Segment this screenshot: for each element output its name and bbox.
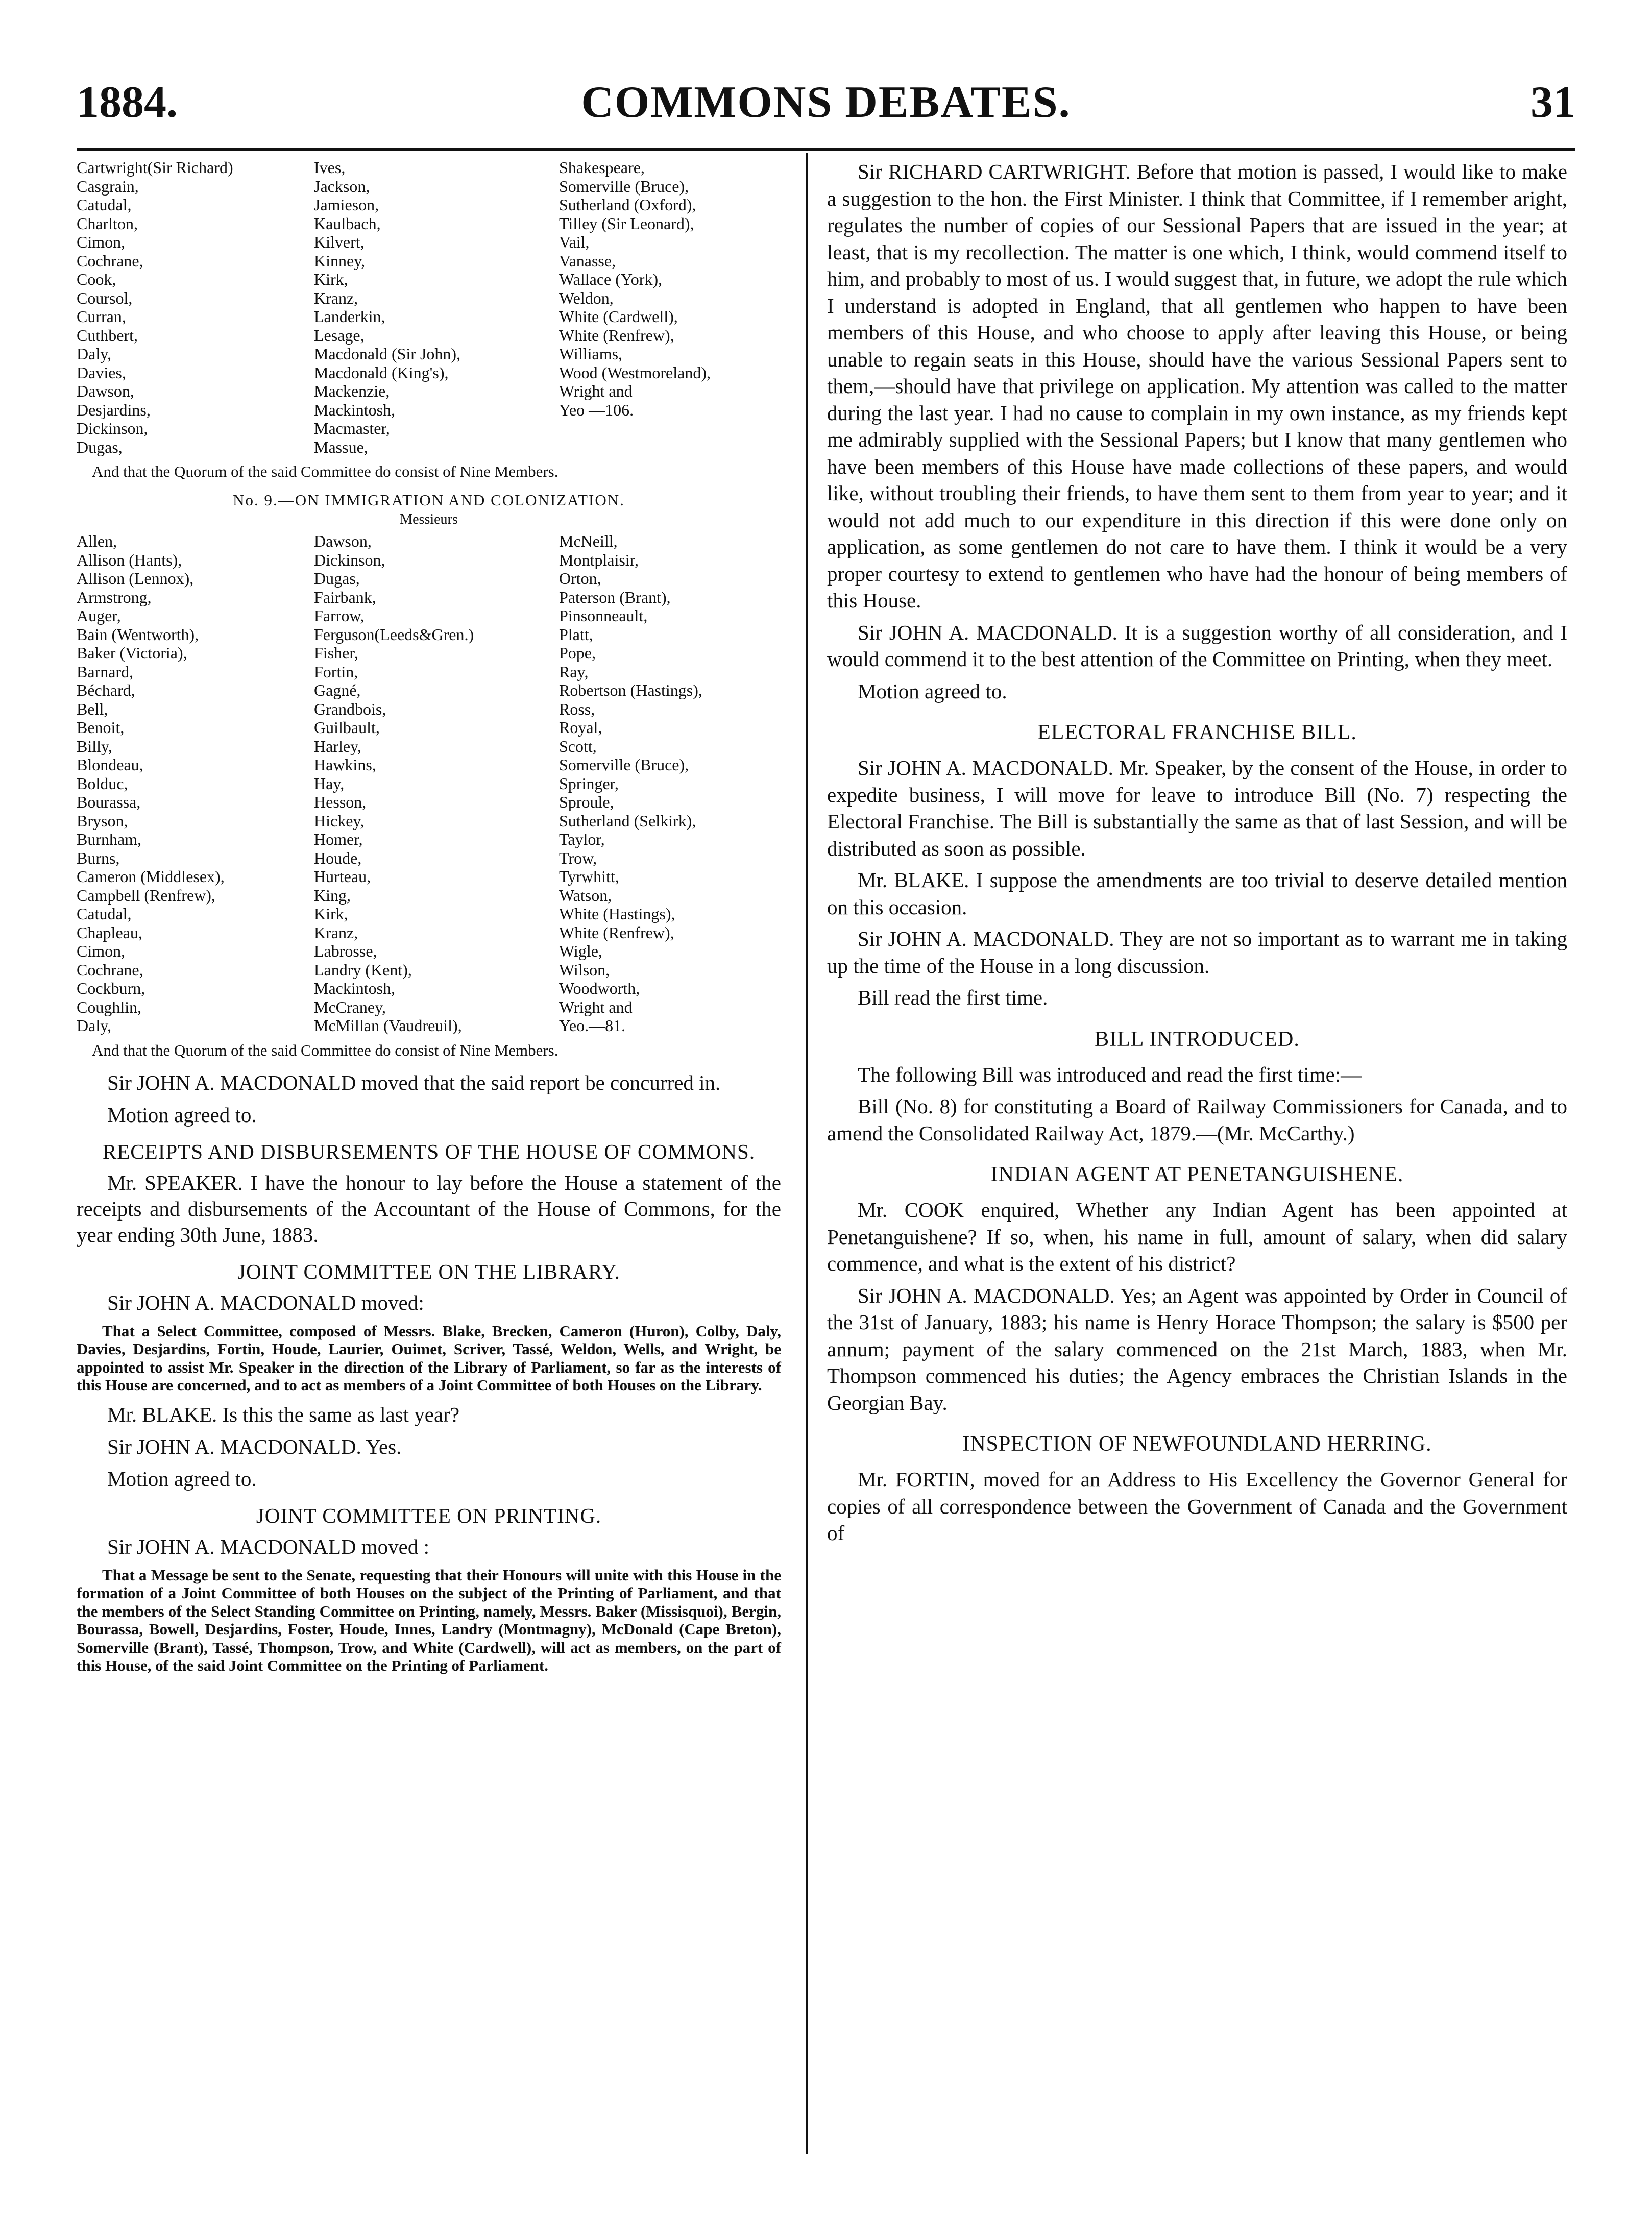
member-name: Cochrane, [77, 960, 143, 979]
member-name: Hesson, [314, 793, 367, 811]
member-name: Dawson, [314, 532, 372, 550]
header-year: 1884. [77, 78, 178, 127]
member-name: Jamieson, [314, 196, 379, 214]
member-name: Cimon, [77, 942, 126, 960]
member-name: Dugas, [77, 437, 123, 456]
member-name: Trow, [559, 848, 597, 867]
member-name: Pope, [559, 644, 596, 662]
member-name: Wallace (York), [559, 270, 663, 288]
member-name: White (Hastings), [559, 905, 675, 923]
member-name: Weldon, [559, 288, 614, 307]
member-name: Taylor, [559, 830, 605, 848]
member-name: Springer, [559, 774, 619, 793]
member-name: Barnard, [77, 662, 134, 681]
member-name: Chapleau, [77, 923, 142, 942]
motion-text: That a Select Committee, composed of Messrs. Blake, Brecken, Cameron (Huron), Colby, Daly, Davies, Desjardins, Fortin, Houde, Laurier, Ouimet, Scriver, Tassé, Weldon, Wells, and Wright, be appointed to assist Mr. Speaker in the direction of the Library of Parliament, so far as the interests of this House are concerned, and to act as members of a Joint Committee of both Houses on the Library. [77, 1322, 781, 1394]
paragraph: Sir JOHN A. MACDONALD. Yes. [107, 1434, 402, 1458]
member-name: Woodworth, [559, 979, 640, 997]
member-name: Ferguson(Leeds&Gren.) [314, 625, 474, 644]
member-name: Dickinson, [77, 419, 148, 437]
member-name: Bolduc, [77, 774, 128, 793]
page-header [77, 77, 1575, 138]
member-name: Hurteau, [314, 867, 371, 886]
member-name: Labrosse, [314, 942, 377, 960]
member-name: Daly, [77, 1016, 112, 1035]
member-name: Cochrane, [77, 251, 143, 270]
member-name: Somerville (Bruce), [559, 177, 689, 196]
paragraph: Sir JOHN A. MACDONALD. It is a suggestion worthy of all consideration, and I would commend it to the best attention of the Committee on Printing, when they meet. [827, 620, 1567, 671]
right-column [827, 158, 1567, 1552]
member-name: Baker (Victoria), [77, 644, 187, 662]
paragraph: The following Bill was introduced and read the first time:— [858, 1062, 1362, 1086]
member-name: Hawkins, [314, 755, 376, 774]
quorum-note-1: And that the Quorum of the said Committee do consist of Nine Members. [92, 462, 558, 480]
member-name: Cuthbert, [77, 326, 138, 345]
member-name: McCraney, [314, 997, 386, 1016]
member-name: Yeo.—81. [559, 1016, 626, 1035]
paragraph: Mr. BLAKE. Is this the same as last year? [107, 1402, 460, 1426]
member-name [559, 419, 781, 438]
member-name: Daly, [77, 345, 112, 363]
member-name: Tilley (Sir Leonard), [559, 214, 694, 233]
member-name: Houde, [314, 848, 362, 867]
member-name: Mackenzie, [314, 382, 390, 400]
member-name: White (Renfrew), [559, 923, 674, 942]
member-name: Massue, [314, 437, 368, 456]
member-name: Allison (Lennox), [77, 569, 194, 588]
member-name: Mackintosh, [314, 979, 396, 997]
member-name: Hay, [314, 774, 345, 793]
member-list-2 [77, 532, 781, 1035]
paragraph: Motion agreed to. [107, 1103, 257, 1127]
member-name: Kilvert, [314, 233, 365, 251]
member-name: Bryson, [77, 811, 128, 830]
member-name: Bell, [77, 699, 108, 718]
member-name: Campbell (Renfrew), [77, 886, 215, 905]
member-name: Landerkin, [314, 307, 385, 326]
column-divider [806, 153, 808, 2154]
paragraph: Bill read the first time. [858, 986, 1048, 1009]
member-name: Kirk, [314, 905, 348, 923]
paragraph: Sir JOHN A. MACDONALD. Mr. Speaker, by the consent of the House, in order to expedite business, I will move for leave to introduce Bill (No. 7) respecting the Electoral Franchise. The Bill is substantially the same as that of last Session, and will be distributed as soon as possible. [827, 756, 1567, 860]
member-name: Coughlin, [77, 997, 142, 1016]
member-name: Auger, [77, 606, 121, 625]
member-name: Ray, [559, 662, 589, 681]
member-name: Williams, [559, 345, 623, 363]
member-name: Kaulbach, [314, 214, 381, 233]
section-heading: BILL INTRODUCED. [1095, 1027, 1300, 1051]
paragraph: Mr. COOK enquired, Whether any Indian Agent has been appointed at Penetanguishene? If so, when, his name in full, amount of salary, when did salary commence, and what is the extent of his district? [827, 1198, 1567, 1275]
member-name: Sutherland (Selkirk), [559, 811, 696, 830]
member-name: White (Cardwell), [559, 307, 678, 326]
header-rule [77, 148, 1575, 151]
member-name: Ives, [314, 158, 346, 177]
member-name: Dugas, [314, 569, 360, 588]
paragraph: Motion agreed to. [107, 1467, 257, 1491]
member-name: Ross, [559, 699, 595, 718]
member-name: Vail, [559, 233, 590, 251]
paragraph: Sir JOHN A. MACDONALD moved : [107, 1534, 429, 1558]
member-name: Landry (Kent), [314, 960, 412, 979]
member-name: Bourassa, [77, 793, 141, 811]
member-name: Farrow, [314, 606, 365, 625]
section-heading: JOINT COMMITTEE ON PRINTING. [256, 1503, 602, 1527]
member-name: Fairbank, [314, 588, 376, 606]
section-heading: INSPECTION OF NEWFOUNDLAND HERRING. [962, 1432, 1432, 1456]
member-name: Harley, [314, 737, 361, 755]
member-name: Yeo —106. [559, 400, 634, 419]
member-name: Cimon, [77, 233, 126, 251]
member-name: Macdonald (King's), [314, 363, 449, 382]
member-name: King, [314, 886, 351, 905]
member-name: Burnham, [77, 830, 142, 848]
member-name: Allen, [77, 532, 117, 550]
member-name: Royal, [559, 718, 602, 737]
member-name: Cockburn, [77, 979, 145, 997]
member-name: Curran, [77, 307, 126, 326]
member-name: Shakespeare, [559, 158, 645, 177]
member-name: Kranz, [314, 923, 358, 942]
member-name: Homer, [314, 830, 363, 848]
member-name: Macmaster, [314, 419, 390, 437]
member-name: Kinney, [314, 251, 366, 270]
member-name: Lesage, [314, 326, 365, 345]
member-name: Catudal, [77, 196, 132, 214]
header-page-number: 31 [1530, 78, 1575, 127]
member-name: Macdonald (Sir John), [314, 345, 461, 363]
section-heading: JOINT COMMITTEE ON THE LIBRARY. [237, 1259, 620, 1283]
member-name: Blondeau, [77, 755, 143, 774]
member-name: Billy, [77, 737, 112, 755]
member-name: Béchard, [77, 681, 135, 699]
quorum-note-2: And that the Quorum of the said Committee do consist of Nine Members. [92, 1041, 558, 1059]
paragraph: Sir JOHN A. MACDONALD. They are not so important as to warrant me in taking up the time of the House in a long discussion. [827, 927, 1567, 978]
member-name: Wood (Westmoreland), [559, 363, 711, 382]
member-name: Tyrwhitt, [559, 867, 619, 886]
motion-text: That a Message be sent to the Senate, requesting that their Honours will unite with this House in the formation of a Joint Committee of both Houses on the subject of the Printing of Parliament, and that the members of the Select Standing Committee on Printing, namely, Messrs. Baker (Missisquoi), Bergin, Bourassa, Bowell, Desjardins, Foster, Houde, Innes, Landry (Montmagny), McDonald (Cape Breton), Somerville (Brant), Tassé, Thompson, Trow, and White (Cardwell), will act as members, on the part of this House, of the said Joint Committee on the Printing of Parliament. [77, 1566, 781, 1674]
member-name: Vanasse, [559, 251, 616, 270]
member-name: Hickey, [314, 811, 365, 830]
paragraph: Sir JOHN A. MACDONALD. Yes; an Agent was appointed by Order in Council of the 31st of January, 1883; his name is Henry Horace Thompson; the salary is $500 per annum; payment of the salary commenced on the 21st March, 1883, when Mr. Thompson commenced his duties; the Agency embraces the Christian Islands in the Georgian Bay. [827, 1283, 1567, 1414]
member-name: Cartwright(Sir Richard) [77, 158, 233, 177]
member-name: Benoit, [77, 718, 125, 737]
paragraph: Motion agreed to. [858, 679, 1007, 703]
member-name: McNeill, [559, 532, 618, 550]
member-list-1 [77, 158, 781, 456]
paragraph: Mr. SPEAKER. I have the honour to lay before the House a statement of the receipts and disbursements of the Accountant of the House of Commons, for the year ending 30th June, 1883. [77, 1170, 781, 1247]
member-name: Orton, [559, 569, 601, 588]
member-name: Cook, [77, 270, 116, 288]
member-name: Watson, [559, 886, 612, 905]
member-name: Allison (Hants), [77, 550, 182, 569]
member-name: Dickinson, [314, 550, 385, 569]
paragraph: Mr. BLAKE. I suppose the amendments are too trivial to deserve detailed mention on this occasion. [827, 868, 1567, 919]
member-name: Charlton, [77, 214, 138, 233]
member-name: Fortin, [314, 662, 358, 681]
member-name: Cameron (Middlesex), [77, 867, 225, 886]
member-name: Bain (Wentworth), [77, 625, 199, 644]
left-column [77, 158, 781, 1682]
member-name: Coursol, [77, 288, 133, 307]
member-name: Davies, [77, 363, 126, 382]
member-name: Wright and [559, 997, 633, 1016]
member-name: Desjardins, [77, 400, 151, 419]
member-name: Catudal, [77, 905, 132, 923]
section-heading: RECEIPTS AND DISBURSEMENTS OF THE HOUSE OF COMMONS. [102, 1139, 756, 1163]
member-name: Wilson, [559, 960, 610, 979]
paragraph: Mr. FORTIN, moved for an Address to His Excellency the Governor General for copies of all correspondence between the Government of Canada and the Government of [827, 1468, 1567, 1545]
member-name: Gagné, [314, 681, 361, 699]
member-name: Mackintosh, [314, 400, 396, 419]
member-name: Somerville (Bruce), [559, 755, 689, 774]
member-name [559, 438, 781, 457]
section-heading: INDIAN AGENT AT PENETANGUISHENE. [990, 1163, 1404, 1186]
paragraph: Sir RICHARD CARTWRIGHT. Before that motion is passed, I would like to make a suggestion to the hon. the First Minister. I think that Committee, if I remember aright, regulates the number of copies of our Sessional Papers that are issued in the year; at least, that is my recollection. The matter is one which, I think, would commend itself to him, and probably to most of us. I would suggest that, in future, we adopt the rule which I understand is adopted in England, that all gentlemen who happen to have been members of this House, and who choose to apply after leaving this House, or being unable to regain seats in this House, should have the various Sessional Papers sent to them,—should have that privilege on application. My attention was called to the matter during the last year. I had no cause to complain in my own instance, as my friends kept me admirably supplied with the Sessional Papers; but I know that many gentlemen who have been members of this House have made collections of these papers, and would like, without troubling their friends, to have them sent to them from year to year; and it would not add much to our expenditure in this direction if this were done only on application, as some gentlemen do not care to have them. I think it would be a very proper courtesy to extend to gentlemen who have had the honour of being members of this House. [827, 160, 1567, 612]
member-name: Grandbois, [314, 699, 386, 718]
member-name: White (Renfrew), [559, 326, 674, 345]
member-name: Montplaisir, [559, 550, 639, 569]
member-name: Casgrain, [77, 177, 139, 196]
member-name: Paterson (Brant), [559, 588, 671, 606]
member-name: Armstrong, [77, 588, 152, 606]
member-name: Guilbault, [314, 718, 380, 737]
header-title: COMMONS DEBATES. [581, 78, 1071, 127]
member-name: Dawson, [77, 382, 134, 400]
member-name: Wright and [559, 382, 633, 400]
member-name: Pinsonneault, [559, 606, 648, 625]
paragraph: Sir JOHN A. MACDONALD moved that the said report be concurred in. [107, 1070, 721, 1094]
member-name: Burns, [77, 848, 120, 867]
section-heading: ELECTORAL FRANCHISE BILL. [1037, 721, 1357, 744]
member-name: Robertson (Hastings), [559, 681, 702, 699]
member-name: Scott, [559, 737, 597, 755]
member-name: Wigle, [559, 942, 602, 960]
member-name: Sutherland (Oxford), [559, 196, 696, 214]
messieurs-label: Messieurs [400, 511, 458, 527]
member-name: Fisher, [314, 644, 358, 662]
member-name: Kranz, [314, 288, 358, 307]
paragraph: Bill (No. 8) for constituting a Board of Railway Commissioners for Canada, and to amend the Consolidated Railway Act, 1879.—(Mr. McCarthy.) [827, 1094, 1567, 1145]
member-name: McMillan (Vaudreuil), [314, 1016, 462, 1035]
member-name: Sproule, [559, 793, 614, 811]
member-name: Platt, [559, 625, 593, 644]
paragraph: Sir JOHN A. MACDONALD moved: [107, 1290, 424, 1314]
member-name: Kirk, [314, 270, 348, 288]
committee-title: No. 9.—ON IMMIGRATION AND COLONIZATION. [233, 491, 625, 509]
member-name: Jackson, [314, 177, 370, 196]
